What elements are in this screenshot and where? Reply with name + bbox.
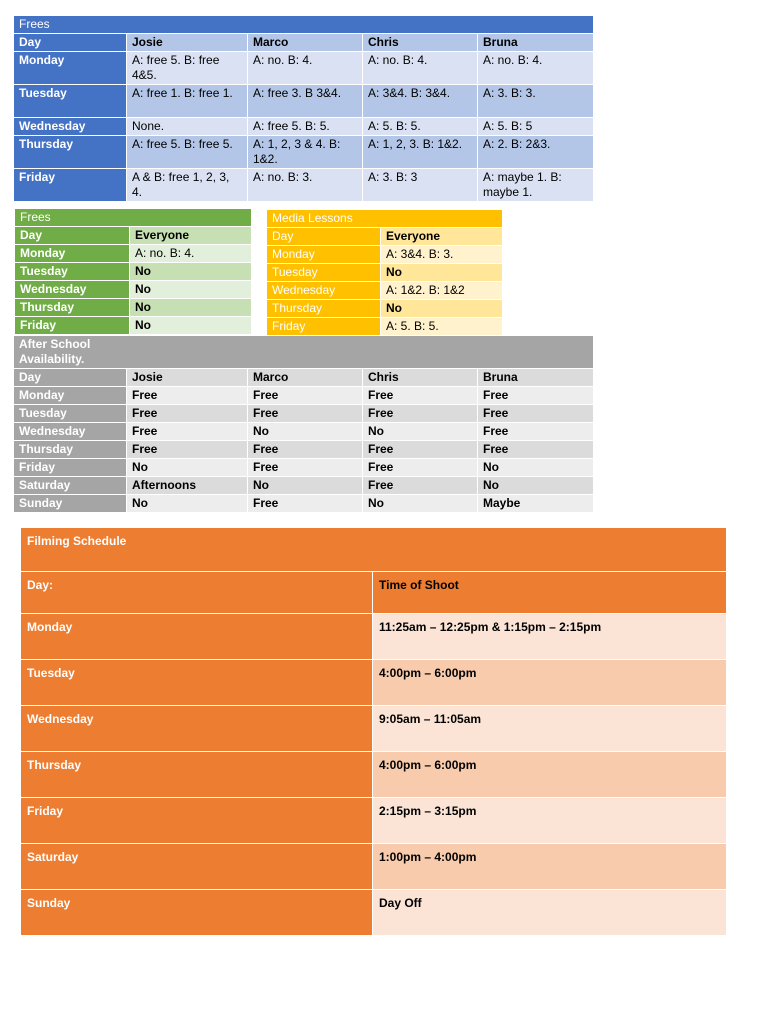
table-row — [15, 245, 252, 263]
table-row — [14, 169, 594, 202]
after-header-day: Day — [14, 369, 127, 387]
table-cell: Free — [478, 405, 594, 423]
table-row — [21, 752, 727, 798]
media-lessons-table — [266, 209, 503, 336]
table-cell: Free — [363, 387, 478, 405]
day-cell: Monday — [14, 387, 127, 405]
time-cell: 9:05am – 11:05am — [373, 706, 727, 752]
table-cell: Free — [248, 441, 363, 459]
table-cell: A: maybe 1. B: maybe 1. — [478, 169, 594, 202]
day-cell: Tuesday — [14, 405, 127, 423]
table-row — [14, 405, 594, 423]
table-cell: A: 1&2. B: 1&2 — [381, 282, 503, 300]
table-row — [267, 264, 503, 282]
table-row — [15, 281, 252, 299]
day-cell: Thursday — [15, 299, 130, 317]
frees-header-marco: Marco — [248, 34, 363, 52]
table-row — [15, 263, 252, 281]
after-header-josie: Josie — [127, 369, 248, 387]
time-cell: 4:00pm – 6:00pm — [373, 660, 727, 706]
table-cell: A: 3&4. B: 3&4. — [363, 85, 478, 118]
table-cell: Free — [127, 387, 248, 405]
table-cell: Free — [363, 405, 478, 423]
time-cell: 11:25am – 12:25pm & 1:15pm – 2:15pm — [373, 614, 727, 660]
day-cell: Monday — [14, 52, 127, 85]
day-cell: Friday — [15, 317, 130, 335]
frees-header-day: Day — [14, 34, 127, 52]
table-cell: A: 3. B: 3 — [363, 169, 478, 202]
day-cell: Wednesday — [15, 281, 130, 299]
frees-header-bruna: Bruna — [478, 34, 594, 52]
filming-header-time: Time of Shoot — [373, 572, 727, 614]
table-row — [14, 387, 594, 405]
table-cell: A: no. B: 4. — [248, 52, 363, 85]
table-cell: A: no. B: 3. — [248, 169, 363, 202]
filming-schedule-title: Filming Schedule — [21, 528, 727, 572]
table-row — [14, 423, 594, 441]
frees-table-title: Frees — [14, 16, 594, 34]
table-cell: Free — [363, 459, 478, 477]
after-school-title — [14, 336, 594, 369]
table-row — [267, 282, 503, 300]
frees-table — [13, 15, 594, 202]
table-row — [21, 660, 727, 706]
day-cell: Wednesday — [21, 706, 373, 752]
table-cell: A: 3. B: 3. — [478, 85, 594, 118]
table-cell: A: no. B: 4. — [130, 245, 252, 263]
table-cell: Free — [363, 477, 478, 495]
day-cell: Thursday — [14, 441, 127, 459]
media-lessons-title: Media Lessons — [267, 210, 503, 228]
day-cell: Thursday — [21, 752, 373, 798]
table-cell: A: 3&4. B: 3. — [381, 246, 503, 264]
day-cell: Monday — [15, 245, 130, 263]
table-cell: A: free 5. B: free 5. — [127, 136, 248, 169]
table-row — [21, 706, 727, 752]
table-cell: No — [130, 263, 252, 281]
day-cell: Tuesday — [21, 660, 373, 706]
time-cell: Day Off — [373, 890, 727, 936]
after-school-title-text: After School Availability. — [19, 337, 91, 366]
table-row — [14, 136, 594, 169]
table-cell: Free — [478, 423, 594, 441]
table-cell: Maybe — [478, 495, 594, 513]
table-cell: No — [363, 495, 478, 513]
table-cell: No — [478, 459, 594, 477]
table-cell: No — [127, 495, 248, 513]
table-cell: A: free 5. B: 5. — [248, 118, 363, 136]
after-header-marco: Marco — [248, 369, 363, 387]
table-cell: Free — [248, 387, 363, 405]
table-row — [14, 118, 594, 136]
table-cell: No — [130, 299, 252, 317]
table-cell: A: 5. B: 5 — [478, 118, 594, 136]
table-cell: No — [248, 477, 363, 495]
table-cell: A: 5. B: 5. — [381, 318, 503, 336]
everyone-frees-table — [14, 208, 252, 335]
day-cell: Wednesday — [267, 282, 381, 300]
table-row — [14, 441, 594, 459]
table-cell: No — [381, 264, 503, 282]
table-cell: Free — [478, 387, 594, 405]
day-cell: Tuesday — [14, 85, 127, 118]
media-header-everyone: Everyone — [381, 228, 503, 246]
table-cell: No — [130, 281, 252, 299]
filming-header-day: Day: — [21, 572, 373, 614]
after-header-bruna: Bruna — [478, 369, 594, 387]
filming-schedule-table — [20, 527, 727, 936]
after-school-table — [13, 335, 594, 513]
table-cell: None. — [127, 118, 248, 136]
table-cell: Free — [127, 441, 248, 459]
table-cell: No — [127, 459, 248, 477]
time-cell: 4:00pm – 6:00pm — [373, 752, 727, 798]
table-row — [267, 246, 503, 264]
day-cell: Friday — [14, 169, 127, 202]
table-cell: A: free 1. B: free 1. — [127, 85, 248, 118]
table-cell: Free — [248, 459, 363, 477]
table-cell: No — [478, 477, 594, 495]
frees-header-chris: Chris — [363, 34, 478, 52]
table-cell: Free — [478, 441, 594, 459]
day-cell: Thursday — [14, 136, 127, 169]
table-row — [267, 318, 503, 336]
table-row — [267, 300, 503, 318]
table-cell: A: 2. B: 2&3. — [478, 136, 594, 169]
table-row — [21, 890, 727, 936]
day-cell: Wednesday — [14, 118, 127, 136]
day-cell: Saturday — [21, 844, 373, 890]
table-cell: A: free 5. B: free 4&5. — [127, 52, 248, 85]
table-cell: Free — [248, 495, 363, 513]
table-cell: A: 1, 2, 3 & 4. B: 1&2. — [248, 136, 363, 169]
day-cell: Tuesday — [15, 263, 130, 281]
table-cell: Afternoons — [127, 477, 248, 495]
table-cell: A: no. B: 4. — [363, 52, 478, 85]
table-row — [21, 614, 727, 660]
day-cell: Friday — [267, 318, 381, 336]
table-row — [14, 459, 594, 477]
table-cell: A: free 3. B 3&4. — [248, 85, 363, 118]
day-cell: Friday — [14, 459, 127, 477]
table-cell: No — [130, 317, 252, 335]
day-cell: Monday — [21, 614, 373, 660]
table-cell: Free — [363, 441, 478, 459]
media-header-day: Day — [267, 228, 381, 246]
table-cell: No — [248, 423, 363, 441]
after-header-chris: Chris — [363, 369, 478, 387]
table-cell: Free — [127, 405, 248, 423]
table-row — [15, 317, 252, 335]
table-row — [21, 844, 727, 890]
day-cell: Tuesday — [267, 264, 381, 282]
day-cell: Thursday — [267, 300, 381, 318]
table-row — [21, 798, 727, 844]
frees-header-josie: Josie — [127, 34, 248, 52]
table-cell: Free — [127, 423, 248, 441]
everyone-frees-title: Frees — [15, 209, 252, 227]
table-cell: No — [363, 423, 478, 441]
everyone-frees-header-day: Day — [15, 227, 130, 245]
table-cell: A: no. B: 4. — [478, 52, 594, 85]
day-cell: Saturday — [14, 477, 127, 495]
table-row — [14, 495, 594, 513]
table-row — [14, 477, 594, 495]
table-row — [14, 85, 594, 118]
table-cell: A: 1, 2, 3. B: 1&2. — [363, 136, 478, 169]
table-cell: Free — [248, 405, 363, 423]
day-cell: Friday — [21, 798, 373, 844]
table-cell: No — [381, 300, 503, 318]
day-cell: Sunday — [21, 890, 373, 936]
day-cell: Monday — [267, 246, 381, 264]
day-cell: Wednesday — [14, 423, 127, 441]
table-row — [14, 52, 594, 85]
day-cell: Sunday — [14, 495, 127, 513]
everyone-frees-header-everyone: Everyone — [130, 227, 252, 245]
table-cell: A & B: free 1, 2, 3, 4. — [127, 169, 248, 202]
time-cell: 1:00pm – 4:00pm — [373, 844, 727, 890]
time-cell: 2:15pm – 3:15pm — [373, 798, 727, 844]
table-row — [15, 299, 252, 317]
table-cell: A: 5. B: 5. — [363, 118, 478, 136]
